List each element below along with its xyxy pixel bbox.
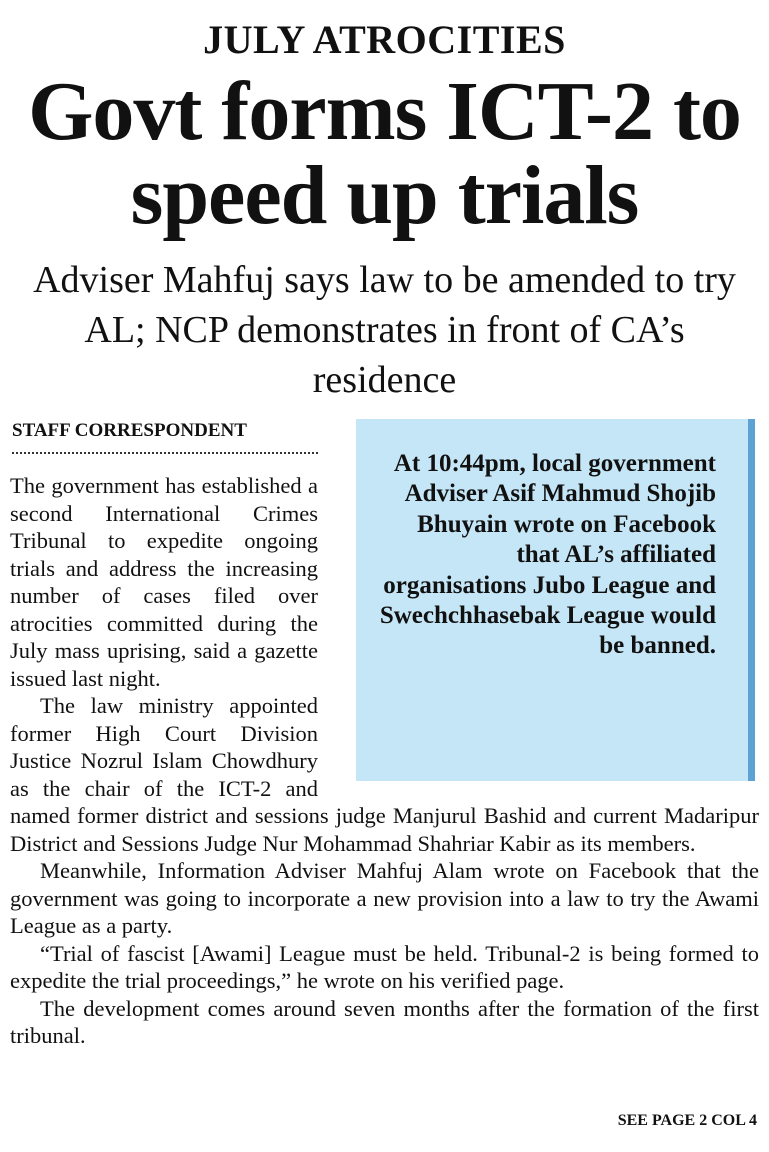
pullquote-wrap-spacer — [318, 472, 759, 790]
article-body — [10, 472, 759, 1050]
paragraph: The law ministry appointed former High Court Division Justice Nozrul Islam Chowdhury as the chair of the ICT-2 and named former district and sessions judge Manjurul Bashid and current Madaripur District and Sessions Judge Nur Mohammad Shahriar Kabir as its members. — [10, 693, 759, 856]
paragraph: Meanwhile, Information Adviser Mahfuj Alam wrote on Facebook that the government was going to incorporate a new provision into a law to try the Awami League as a party. — [10, 858, 759, 938]
byline: STAFF CORRESPONDENT — [12, 420, 318, 454]
subheadline: Adviser Mahfuj says law to be amended to try AL; NCP demonstrates in front of CA’s residence — [33, 259, 736, 401]
pullquote-text: At 10:44pm, local government Adviser Asif Mahmud Shojib Bhuyain wrote on Facebook that AL’s affiliated organisations Jubo League and Swechchhasebak League would be banned. — [379, 450, 716, 660]
continuation-note[interactable]: SEE PAGE 2 COL 4 — [617, 1112, 757, 1129]
paragraph: The government has established a second International Crimes Tribunal to expedite ongoing trials and address the increasing number of cases filed over atrocities committed during the July mass uprising, said a gazette issued last night. — [10, 473, 318, 691]
paragraph: The development comes around seven months after the formation of the first tribunal. — [10, 995, 759, 1048]
kicker: JULY ATROCITIES — [203, 17, 566, 62]
headline: Govt forms ICT-2 to speed up trials — [28, 65, 741, 242]
paragraph: “Trial of fascist [Awami] League must be held. Tribunal-2 is being formed to expedite the trial proceedings,” he wrote on his verified page. — [10, 940, 759, 993]
